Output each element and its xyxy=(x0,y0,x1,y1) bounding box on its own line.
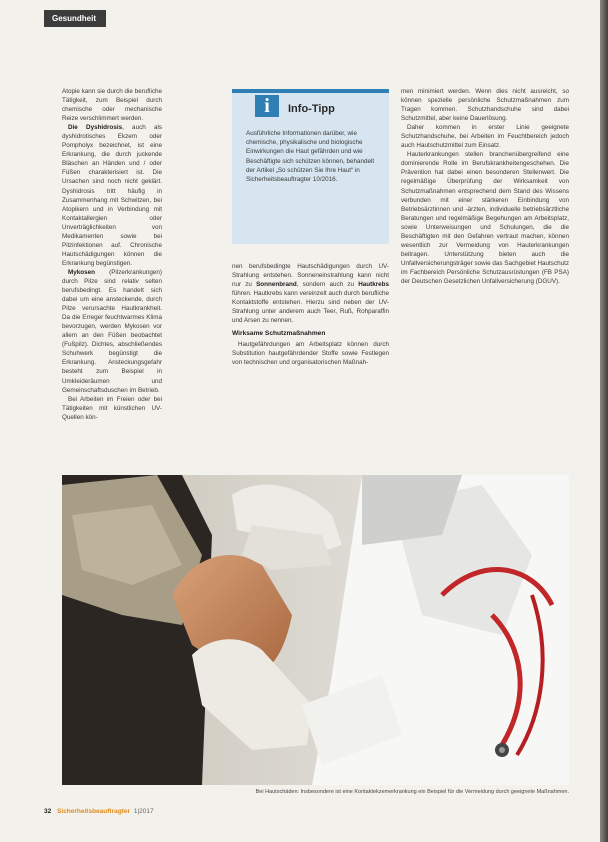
magazine-title: Sicherheitsbeauftragter xyxy=(57,808,131,815)
paragraph xyxy=(232,262,389,325)
paragraph: Atopie kann sie durch die berufliche Tätigkeit, zum Beispiel durch chemische oder mechanische Reize verschlimmert werden. xyxy=(62,88,162,123)
info-text: Ausführliche Informationen darüber, wie chemische, physikalische und biologische Einwirkungen die Haut gefährden und wie Beschäftigte sich schützen können, behandelt der Artikel „So schützen Sie Ihre Haut“ in Sicherheitsbeauftragter 10/2016. xyxy=(246,130,375,184)
paragraph: Daher kommen in erster Linie geeignete Schutzhandschuhe, bei Arbeiten im Feuchtbereich jedoch auch Hautschutzmittel zum Einsatz. xyxy=(401,124,569,150)
keyword: Die Dyshidrosis xyxy=(68,124,123,132)
text-column-2 xyxy=(232,262,389,368)
paragraph: Hauterkrankungen stellen branchenübergreifend eine dominierende Rolle im Berufskrankheitengeschehen. Die Prävention hat dabei einen besonderen Stellenwert. Die regelmäßige Überprüfung der Wirksamkeit von Schutzmaßnahmen entsprechend dem Stand des Wissens verbunden mit einer stärkeren Einbindung von Betriebsärztinnen und -ärzten, individuelle betriebsärztliche Beratungen und regelmäßige Begehungen am Arbeitsplatz, sowie Unterweisungen und Schulungen, die die Beschäftigten mit den Gefahren vertraut machen, können wesentlich zur Vermeidung von Hauterkrankungen beitragen. Unterstützung bieten auch die Unfallversicherungsträger sowie das Sachgebiet Hautschutz im Fachbereich Persönliche Schutzausrüstungen (FB PSA) der Deutschen Gesetzlichen Unfallversicherung (DGUV). xyxy=(401,151,570,285)
issue-number: 1|2017 xyxy=(133,808,154,815)
paragraph-text: , sondern auch zu xyxy=(296,281,359,289)
paragraph xyxy=(62,123,162,268)
paragraph: Bei Arbeiten im Freien oder bei Tätigkeiten mit künstlichen UV-Quellen kön- xyxy=(62,395,162,421)
text-column-3 xyxy=(401,87,569,286)
keyword: Hautkrebs xyxy=(358,281,389,289)
info-tip-box xyxy=(232,89,389,244)
paragraph: Hautgefährdungen am Arbeitsplatz können durch Substitution hautgefährdender Stoffe sowie Festlegen von technischen und organisatorischen Maßnah- xyxy=(232,341,389,367)
paragraph xyxy=(62,268,162,395)
photo-illustration xyxy=(62,475,569,785)
section-tag: Gesundheit xyxy=(44,10,106,27)
info-icon: i xyxy=(255,95,279,117)
photo-caption: Bei Hautschäden: Insbesondere ist eine Kontaktekzemerkrankung ein Beispiel für die Vermeidung durch geeignete Maßnahmen. xyxy=(255,789,569,795)
doctor-examining-arm-photo xyxy=(62,475,569,785)
info-box-bar xyxy=(232,89,389,93)
paragraph: men minimiert werden. Wenn dies nicht ausreicht, so können spezielle persönliche Schutzmaßnahmen zum Tragen kommen. Schutzhandschuhe sind dabei Schutzmittel, aber keine Dauerlösung. xyxy=(401,88,569,123)
paragraph-text: nen berufsbedingte Hautschädigungen durch UV-Strahlung entstehen. Sonneneinstrahlung kann nicht nur zu xyxy=(232,263,389,289)
text-column-1 xyxy=(62,87,162,422)
paragraph-text: führen. Hautkrebs kann vereinzelt auch durch berufliche Kontaktstoffe entstehen. Hierzu sind neben der UV-Strahlung unter anderem auch Teer, Ruß, Rohparaffin und Arsen zu nennen. xyxy=(232,290,389,325)
page-number: 32 xyxy=(44,808,52,815)
paragraph-text: (Pilzerkrankungen) durch Pilze sind relativ selten berufsbedingt. Es handelt sich dabei um eine ansteckende, durch Pilze verursachte Hautkrankheit. Da die Erreger feuchtwarmes Klima bevorzugen, werden Mykosen vor allem an den Füßen beobachtet (Fußpilz). Dichtes, abschließendes Schuhwerk begünstigt die Erkrankung. Ansteckungsgefahr besteht zum Beispiel in Umkleideräumen und Gemeinschaftsduschen im Betrieb. xyxy=(62,268,162,394)
page-footer xyxy=(44,808,154,815)
paragraph-text: , auch als dyshidrotisches Ekzem oder Pompholyx bezeichnet, ist eine Erkrankung, die durch juckende Bläschen an Händen und / oder Füßen charakterisiert ist. Die Ursachen sind noch nicht geklärt. Dyshidrosis tritt häufig in Zusammenhang mit Schwitzen, bei Atopikern und in Verbindung mit Kontaktallergien oder Unverträglichkeiten von Medikamenten sowie bei Pilzinfektionen auf. Chronische Hautschädigungen können die Erkrankung begünstigen. xyxy=(62,124,162,267)
keyword: Sonnenbrand xyxy=(256,281,297,289)
info-title: Info-Tipp xyxy=(288,103,335,115)
subheading: Wirksame Schutzmaßnahmen xyxy=(232,330,326,338)
page-edge-shadow xyxy=(600,0,608,842)
keyword: Mykosen xyxy=(68,268,95,276)
